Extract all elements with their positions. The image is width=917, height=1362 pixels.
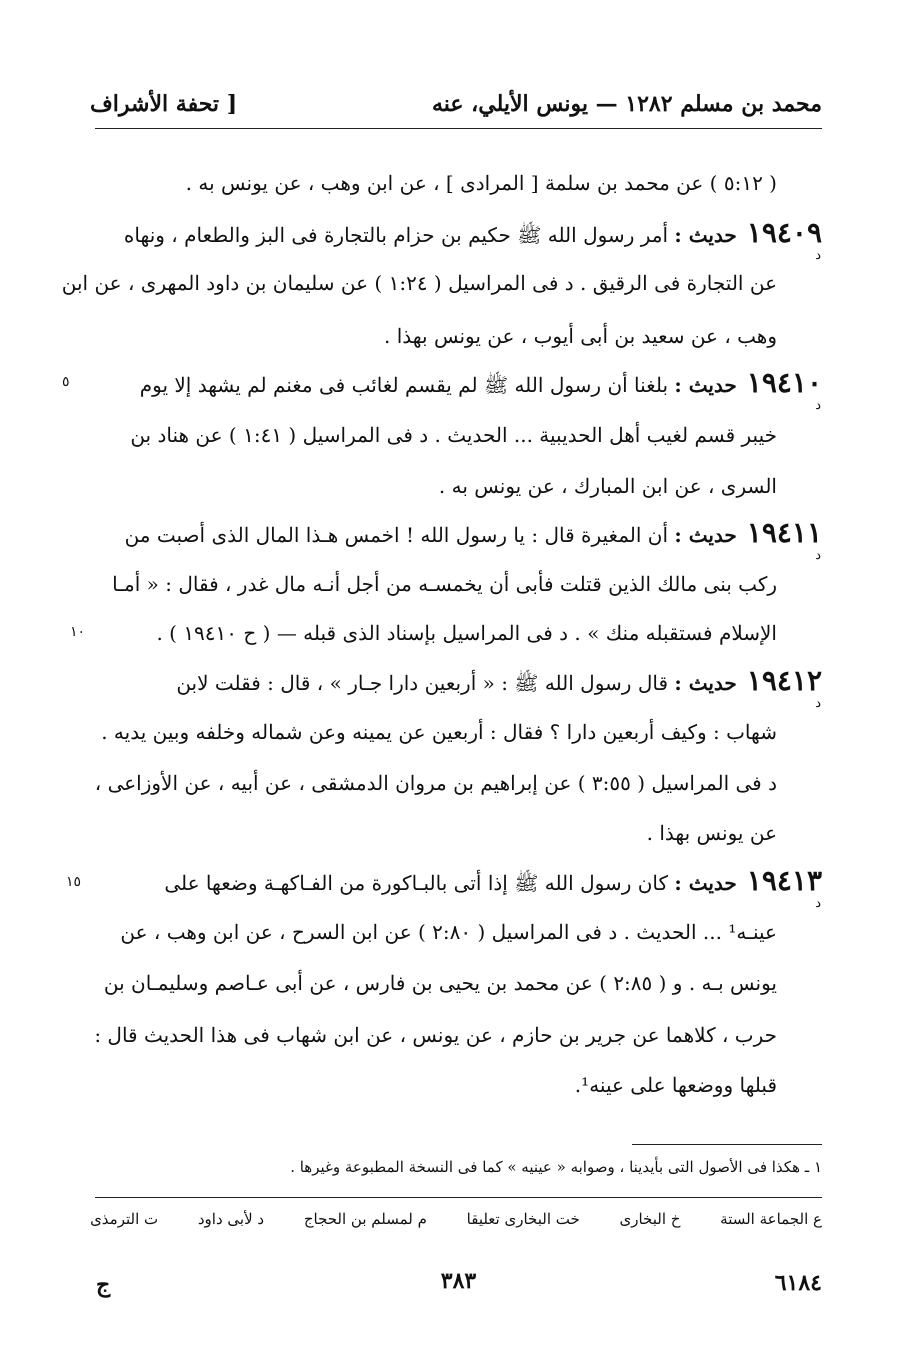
printer-signature: ٦١٨٤ bbox=[774, 1270, 822, 1296]
entry-line: عن التجارة فى الرقيق . د فى المراسيل ( ١:٢٤ ) عن سليمان بن داود المهرى ، عن ابن bbox=[61, 271, 777, 295]
entry-line: وهب ، عن سعيد بن أبى أيوب ، عن يونس بهذا . bbox=[384, 324, 777, 348]
entry-line: ( ٥:١٢ ) عن محمد بن سلمة [ المرادى ] ، عن ابن وهب ، عن يونس به . bbox=[185, 171, 777, 195]
header-rule bbox=[95, 128, 822, 129]
hadith-entry-first-line bbox=[164, 866, 822, 898]
margin-line-number: ٥ bbox=[62, 374, 70, 390]
header-chain: محمد بن مسلم ١٢٨٢ — يونس الأيلي، عنه bbox=[431, 91, 822, 117]
source-siglum: د bbox=[815, 548, 821, 563]
hadith-keyword: حديث : bbox=[674, 523, 737, 547]
hadith-keyword: حديث : bbox=[674, 671, 737, 695]
entry-line: شهاب : وكيف أربعين دارا ؟ فقال : أربعين عن يمينه وعن شماله وخلفه وبين يديه . bbox=[101, 720, 777, 744]
entry-text: أن المغيرة قال : يا رسول الله ! اخمس هـذا المال الذى أصبت من bbox=[124, 523, 669, 547]
siglum-item: م لمسلم بن الحجاج bbox=[303, 1210, 427, 1228]
margin-line-number: ١٥ bbox=[66, 874, 82, 890]
siglum-item: ع الجماعة الستة bbox=[720, 1210, 822, 1228]
siglum-item: خ البخارى bbox=[619, 1210, 681, 1228]
footnote: ١ ـ هكذا فى الأصول التى بأيدينا ، وصوابه « عينيه » كما فى النسخة المطبوعة وغيرها . bbox=[290, 1158, 822, 1176]
entry-line: يونس بـه . و ( ٢:٨٥ ) عن محمد بن يحيى بن فارس ، عن أبى عـاصم وسليمـان بن bbox=[103, 971, 777, 995]
volume-mark: ج bbox=[96, 1272, 111, 1298]
margin-line-number: ١٠ bbox=[70, 624, 86, 640]
entry-text: بلغنا أن رسول الله ﷺ لم يقسم لغائب فى مغنم لم يشهد إلا يوم bbox=[139, 373, 669, 397]
siglum-item: ت الترمذى bbox=[90, 1210, 159, 1228]
entry-text: كان رسول الله ﷺ إذا أتى بالبـاكورة من الفـاكهـة وضعها على bbox=[164, 871, 669, 895]
entry-text: أمر رسول الله ﷺ حكيم بن حزام بالتجارة فى البز والطعام ، ونهاه bbox=[123, 223, 669, 247]
entry-line: حرب ، كلاهما عن جرير بن حازم ، عن يونس ، عن ابن شهاب فى هذا الحديث قال : bbox=[94, 1023, 777, 1047]
entry-line: د فى المراسيل ( ٣:٥٥ ) عن إبراهيم بن مروان الدمشقى ، عن أبيه ، عن الأوزاعى ، bbox=[94, 771, 777, 795]
entry-line: السرى ، عن ابن المبارك ، عن يونس به . bbox=[438, 474, 777, 498]
hadith-number: ١٩٤١٠ bbox=[746, 366, 822, 399]
entry-line: عن يونس بهذا . bbox=[646, 821, 777, 845]
hadith-keyword: حديث : bbox=[674, 871, 737, 895]
header-book-title: [ تحفة الأشراف bbox=[90, 91, 238, 117]
page-number: ٣٨٣ bbox=[440, 1268, 477, 1294]
sigla-legend bbox=[90, 1210, 822, 1228]
siglum-item: د لأبى داود bbox=[197, 1210, 265, 1228]
hadith-number: ١٩٤٠٩ bbox=[746, 216, 822, 249]
hadith-keyword: حديث : bbox=[674, 223, 737, 247]
hadith-keyword: حديث : bbox=[674, 373, 737, 397]
page-header bbox=[90, 86, 822, 122]
source-siglum: د bbox=[815, 398, 821, 413]
hadith-number: ١٩٤١٣ bbox=[746, 864, 822, 897]
siglum-item: خت البخارى تعليقا bbox=[466, 1210, 580, 1228]
hadith-number: ١٩٤١٢ bbox=[746, 664, 822, 697]
hadith-entry-first-line bbox=[176, 666, 822, 698]
sigla-rule bbox=[95, 1197, 822, 1198]
hadith-entry-first-line bbox=[124, 218, 822, 250]
entry-line: خيبر قسم لغيب أهل الحديبية ... الحديث . د فى المراسيل ( ١:٤١ ) عن هناد بن bbox=[130, 423, 777, 447]
source-siglum: د bbox=[815, 696, 821, 711]
entry-line: ركب بنى مالك الذين قتلت فأبى أن يخمسـه من أجل أنـه مال غدر ، فقال : « أمـا bbox=[112, 572, 777, 596]
entry-line: عينـه¹ ... الحديث . د فى المراسيل ( ٢:٨٠ ) عن ابن السرح ، عن ابن وهب ، عن bbox=[120, 920, 777, 944]
entry-line: قبلها ووضعها على عينه¹. bbox=[574, 1073, 777, 1097]
entry-text: قال رسول الله ﷺ : « أربعين دارا جـار » ، قال : فقلت لابن bbox=[176, 671, 669, 695]
hadith-number: ١٩٤١١ bbox=[746, 516, 822, 549]
source-siglum: د bbox=[815, 248, 821, 263]
source-siglum: د bbox=[815, 896, 821, 911]
hadith-entry-first-line bbox=[140, 368, 822, 400]
hadith-entry-first-line bbox=[125, 518, 822, 550]
footnote-rule bbox=[632, 1144, 822, 1145]
entry-line: الإسلام فستقبله منك » . د فى المراسيل بإسناد الذى قبله — ( ح ١٩٤١٠ ) . bbox=[156, 621, 777, 645]
